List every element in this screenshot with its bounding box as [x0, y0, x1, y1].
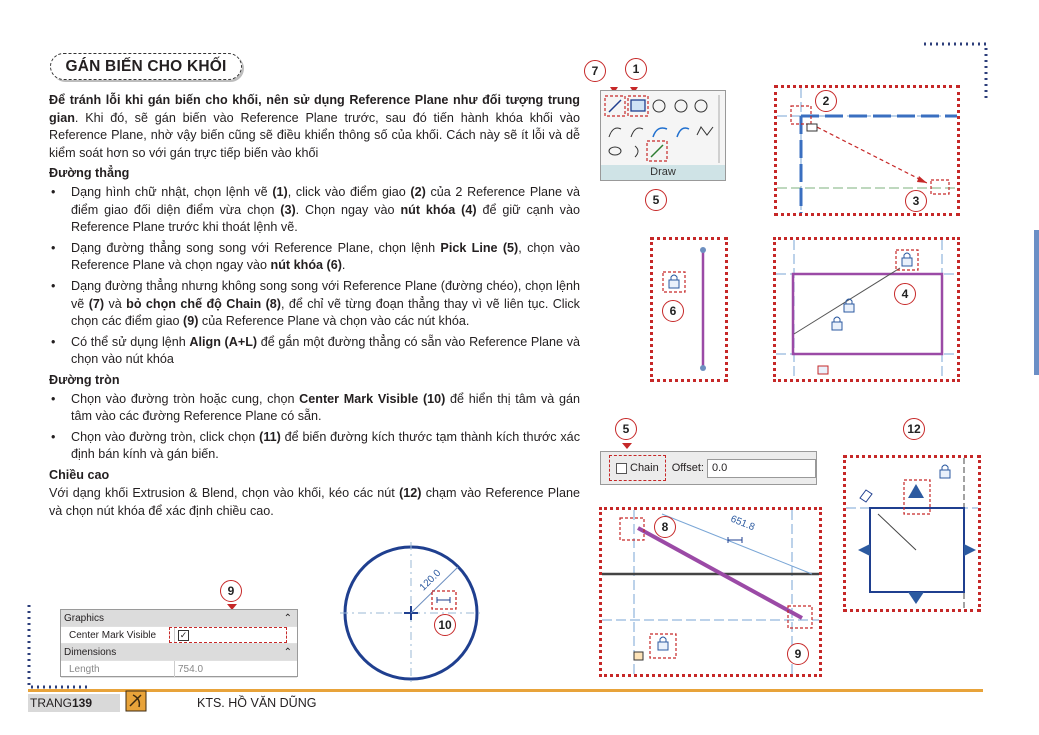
checkbox-checked-icon[interactable]: ✓ — [179, 629, 188, 640]
page-number: TRANG 139 — [28, 694, 120, 712]
text-column — [49, 92, 580, 521]
marker-9: 9 — [787, 643, 809, 665]
chain-checkbox[interactable] — [616, 463, 627, 474]
collapse-icon[interactable]: ⌃ — [283, 612, 292, 624]
draw-tools[interactable] — [601, 91, 727, 167]
group-graphics[interactable]: Graphics ⌃ — [61, 610, 297, 627]
circle-list — [49, 391, 580, 464]
palette-label: Draw — [601, 165, 725, 180]
group-dimensions[interactable]: Dimensions ⌃ — [61, 644, 297, 661]
height-paragraph: Với dạng khối Extrusion & Blend, chọn vào khối, kéo các nút (12) chạm vào Reference Plane và chọn nút khóa để xác định chiều cao. — [49, 486, 580, 519]
diagonal-dimension[interactable]: 651.8 — [728, 513, 757, 534]
list-item: • Dạng đường thẳng song song với Reference Plane, chọn lệnh Pick Line (5), chọn vào Reference Plane và chọn ngay vào nút khóa (6). — [49, 240, 580, 275]
intro-paragraph: Để tránh lỗi khi gán biến cho khối, nên sử dụng Reference Plane như đối tượng trung gian. Khi đó, sẽ gán biến vào Reference Plane trước, sau đó tiến hành khóa khối vào Reference Plane, nhờ vậy biến cũng sẽ điều khiển thông số của khối. Cách này sẽ ít lỗi và dễ kiểm soát hơn so với gán trực tiếp biến vào khối — [49, 93, 580, 160]
offset-input[interactable]: 0.0 — [707, 459, 816, 478]
marker-8: 5 — [615, 418, 637, 440]
marker-11: 10 — [434, 614, 456, 636]
marker-12: 12 — [903, 418, 925, 440]
list-item: • Dạng đường thẳng nhưng không song song với Reference Plane (đường chéo), chọn lệnh vẽ (7) và bỏ chọn chế độ Chain (8), để chỉ vẽ từng đoạn thẳng thay vì vẽ liên tục. Click chọn các điểm giao (9) của Reference Plane và chọn vào các nút khóa. — [49, 278, 580, 331]
right-edge-bar — [1034, 230, 1039, 375]
chain-checkbox-group[interactable] — [609, 455, 666, 481]
diagram-rectangle-lock — [773, 237, 960, 382]
marker-5: 5 — [645, 189, 667, 211]
heading-circle: Đường tròn — [49, 372, 120, 387]
section-title: GÁN BIẾN CHO KHỐI — [50, 53, 242, 80]
circle-diagram — [340, 540, 480, 685]
offset-label: Offset: — [671, 462, 704, 474]
property-label: Length — [69, 663, 100, 675]
diagram-height — [843, 455, 981, 612]
list-item: • Chọn vào đường tròn, click chọn (11) để biến đường kích thước tạm thành kích thước xác định bán kính và gán biến. — [49, 429, 580, 464]
radius-dimension[interactable]: 120.0 — [417, 567, 444, 594]
footer-rule — [28, 689, 983, 692]
property-label: Center Mark Visible — [69, 629, 157, 641]
marker-9: 8 — [654, 516, 676, 538]
heading-lines: Đường thẳng — [49, 166, 130, 181]
list-item: • Có thể sử dụng lệnh Align (A+L) để gắn một đường thẳng có sẵn vào Reference Plane và chọn vào nút khóa — [49, 334, 580, 369]
list-item: • Dạng hình chữ nhật, chọn lệnh vẽ (1), click vào điểm giao (2) của 2 Reference Plane và điểm giao đối diện điểm vừa chọn (3). Chọn ngay vào nút khóa (4) để giữ cạnh vào Reference Plane trước khi thoát lệnh vẽ. — [49, 184, 580, 237]
draw-palette — [600, 90, 726, 181]
property-row — [61, 627, 297, 644]
properties-panel — [60, 609, 298, 677]
heading-height: Chiều cao — [49, 467, 110, 482]
property-row — [61, 661, 297, 678]
marker-10: 9 — [220, 580, 242, 602]
logo-icon — [125, 690, 147, 712]
marker-2: 2 — [815, 90, 837, 112]
diagram-rect-corner — [774, 85, 960, 216]
length-value: 754.0 — [174, 661, 297, 677]
chain-label: Chain — [630, 462, 659, 474]
author-name: KTS. HỒ VĂN DŨNG — [197, 696, 317, 710]
arrow-down-icon — [621, 442, 633, 450]
options-bar — [600, 451, 817, 485]
marker-1: 1 — [625, 58, 647, 80]
center-mark-visible-cell[interactable] — [174, 627, 297, 643]
lines-list — [49, 184, 580, 369]
collapse-icon[interactable]: ⌃ — [283, 646, 292, 658]
list-item: • Chọn vào đường tròn hoặc cung, chọn Center Mark Visible (10) để hiển thị tâm và gán tâm vào các đường Reference Plane có sẵn. — [49, 391, 580, 426]
marker-6: 6 — [662, 300, 684, 322]
marker-7: 7 — [584, 60, 606, 82]
marker-4: 4 — [894, 283, 916, 305]
marker-3: 3 — [905, 190, 927, 212]
